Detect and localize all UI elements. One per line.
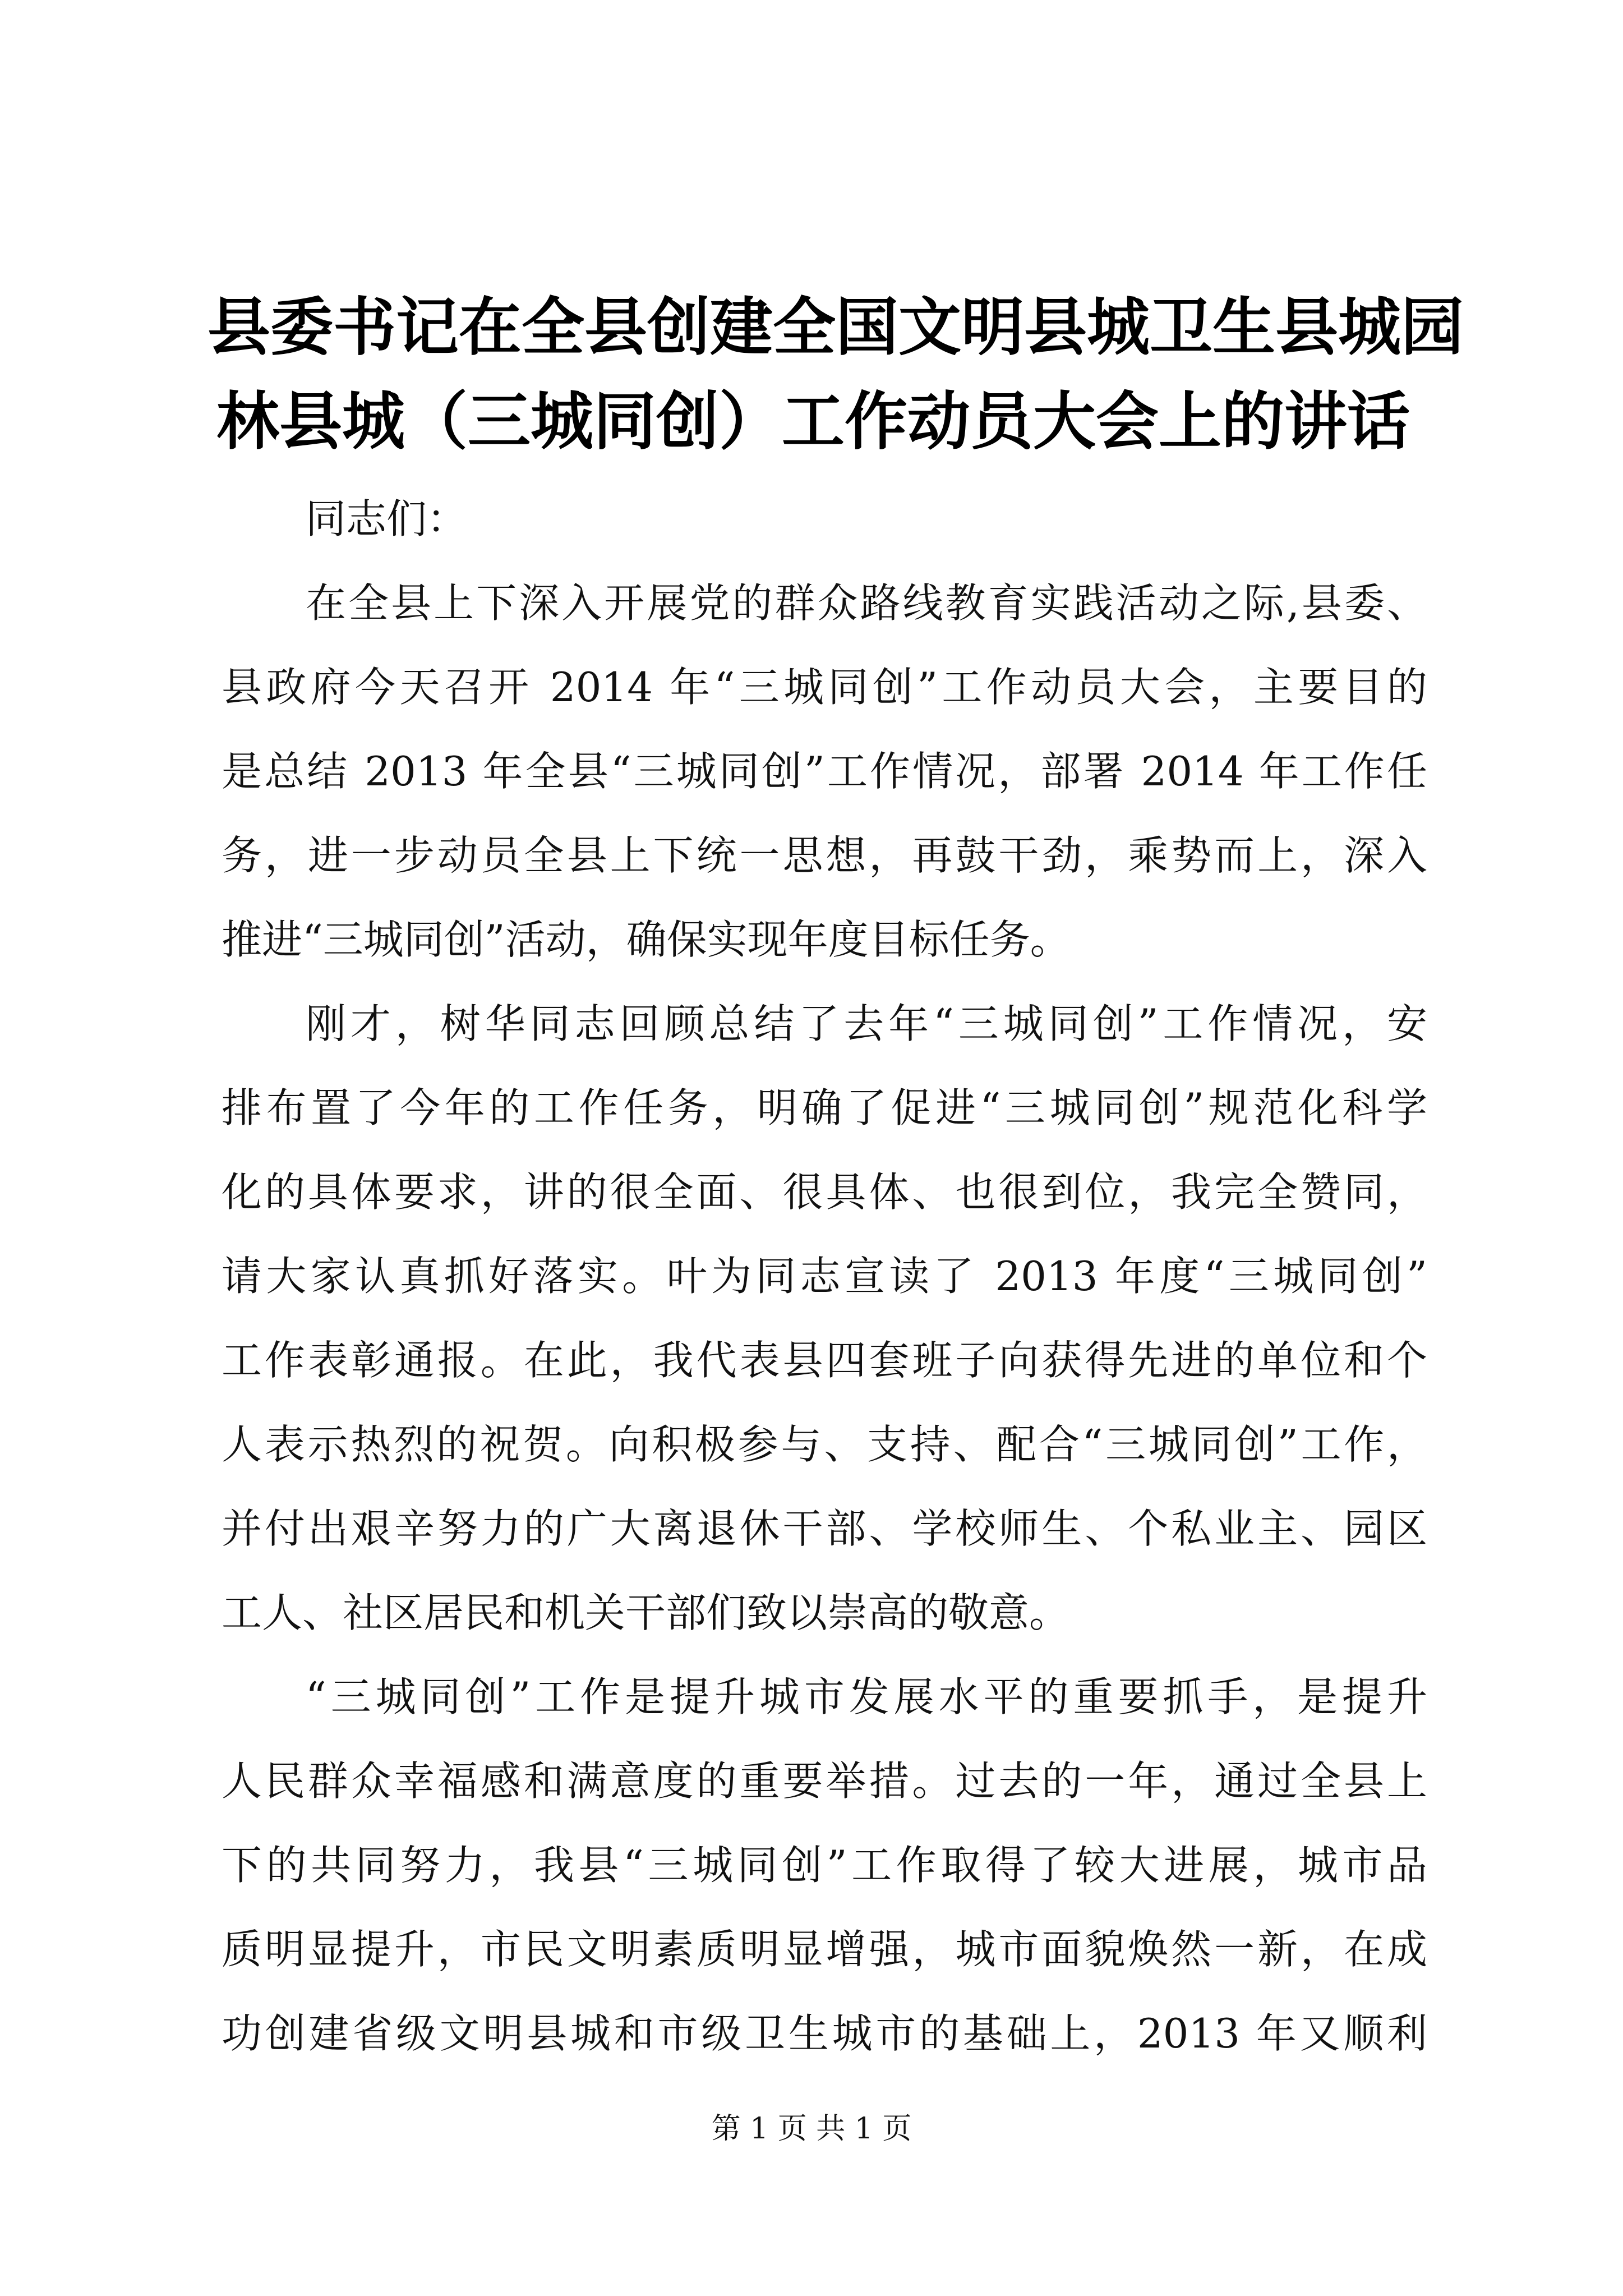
text-line: 在全县上下深入开展党的群众路线教育实践活动之际,县委、 bbox=[306, 579, 1427, 627]
text-line: 人民群众幸福感和满意度的重要举措。过去的一年，通过全县上 bbox=[222, 1757, 1427, 1805]
text-line: 同志们： bbox=[306, 495, 468, 542]
text-line: 工作表彰通报。在此，我代表县四套班子向获得先进的单位和个 bbox=[222, 1337, 1427, 1384]
title-line-2: 林县城（三城同创）工作动员大会上的讲话 bbox=[216, 385, 1410, 458]
text-line: 请大家认真抓好落实。叶为同志宣读了 2013 年度“三城同创” bbox=[222, 1253, 1427, 1300]
text-line: 排布置了今年的工作任务，明确了促进“三城同创”规范化科学 bbox=[222, 1084, 1427, 1131]
text-line: 下的共同努力，我县“三城同创”工作取得了较大进展，城市品 bbox=[222, 1842, 1427, 1889]
text-line: 刚才，树华同志回顾总结了去年“三城同创”工作情况，安 bbox=[306, 1000, 1427, 1047]
text-line: “三城同创”工作是提升城市发展水平的重要抓手，是提升 bbox=[306, 1673, 1427, 1720]
text-line: 县政府今天召开 2014 年“三城同创”工作动员大会，主要目的 bbox=[222, 664, 1427, 711]
text-line: 质明显提升，市民文明素质明显增强，城市面貌焕然一新，在成 bbox=[222, 1926, 1427, 1973]
text-line: 工人、社区居民和机关干部们致以崇高的敬意。 bbox=[222, 1589, 1070, 1636]
document-title bbox=[208, 280, 1464, 469]
text-line: 务，进一步动员全县上下统一思想，再鼓干劲，乘势而上，深入 bbox=[222, 832, 1427, 879]
text-line: 化的具体要求，讲的很全面、很具体、也很到位，我完全赞同， bbox=[222, 1168, 1427, 1216]
text-line: 人表示热烈的祝贺。向积极参与、支持、配合“三城同创”工作， bbox=[222, 1421, 1427, 1468]
text-line: 是总结 2013 年全县“三城同创”工作情况，部署 2014 年工作任 bbox=[222, 748, 1427, 795]
document-body bbox=[222, 477, 1427, 2076]
text-line: 并付出艰辛努力的广大离退休干部、学校师生、个私业主、园区 bbox=[222, 1505, 1427, 1552]
text-line: 功创建省级文明县城和市级卫生城市的基础上，2013 年又顺利 bbox=[222, 2010, 1427, 2057]
page-footer: 第 1 页 共 1 页 bbox=[711, 2112, 912, 2146]
title-line-1: 县委书记在全县创建全国文明县城卫生县城园 bbox=[208, 291, 1464, 364]
text-line: 推进“三城同创”活动，确保实现年度目标任务。 bbox=[222, 916, 1071, 963]
